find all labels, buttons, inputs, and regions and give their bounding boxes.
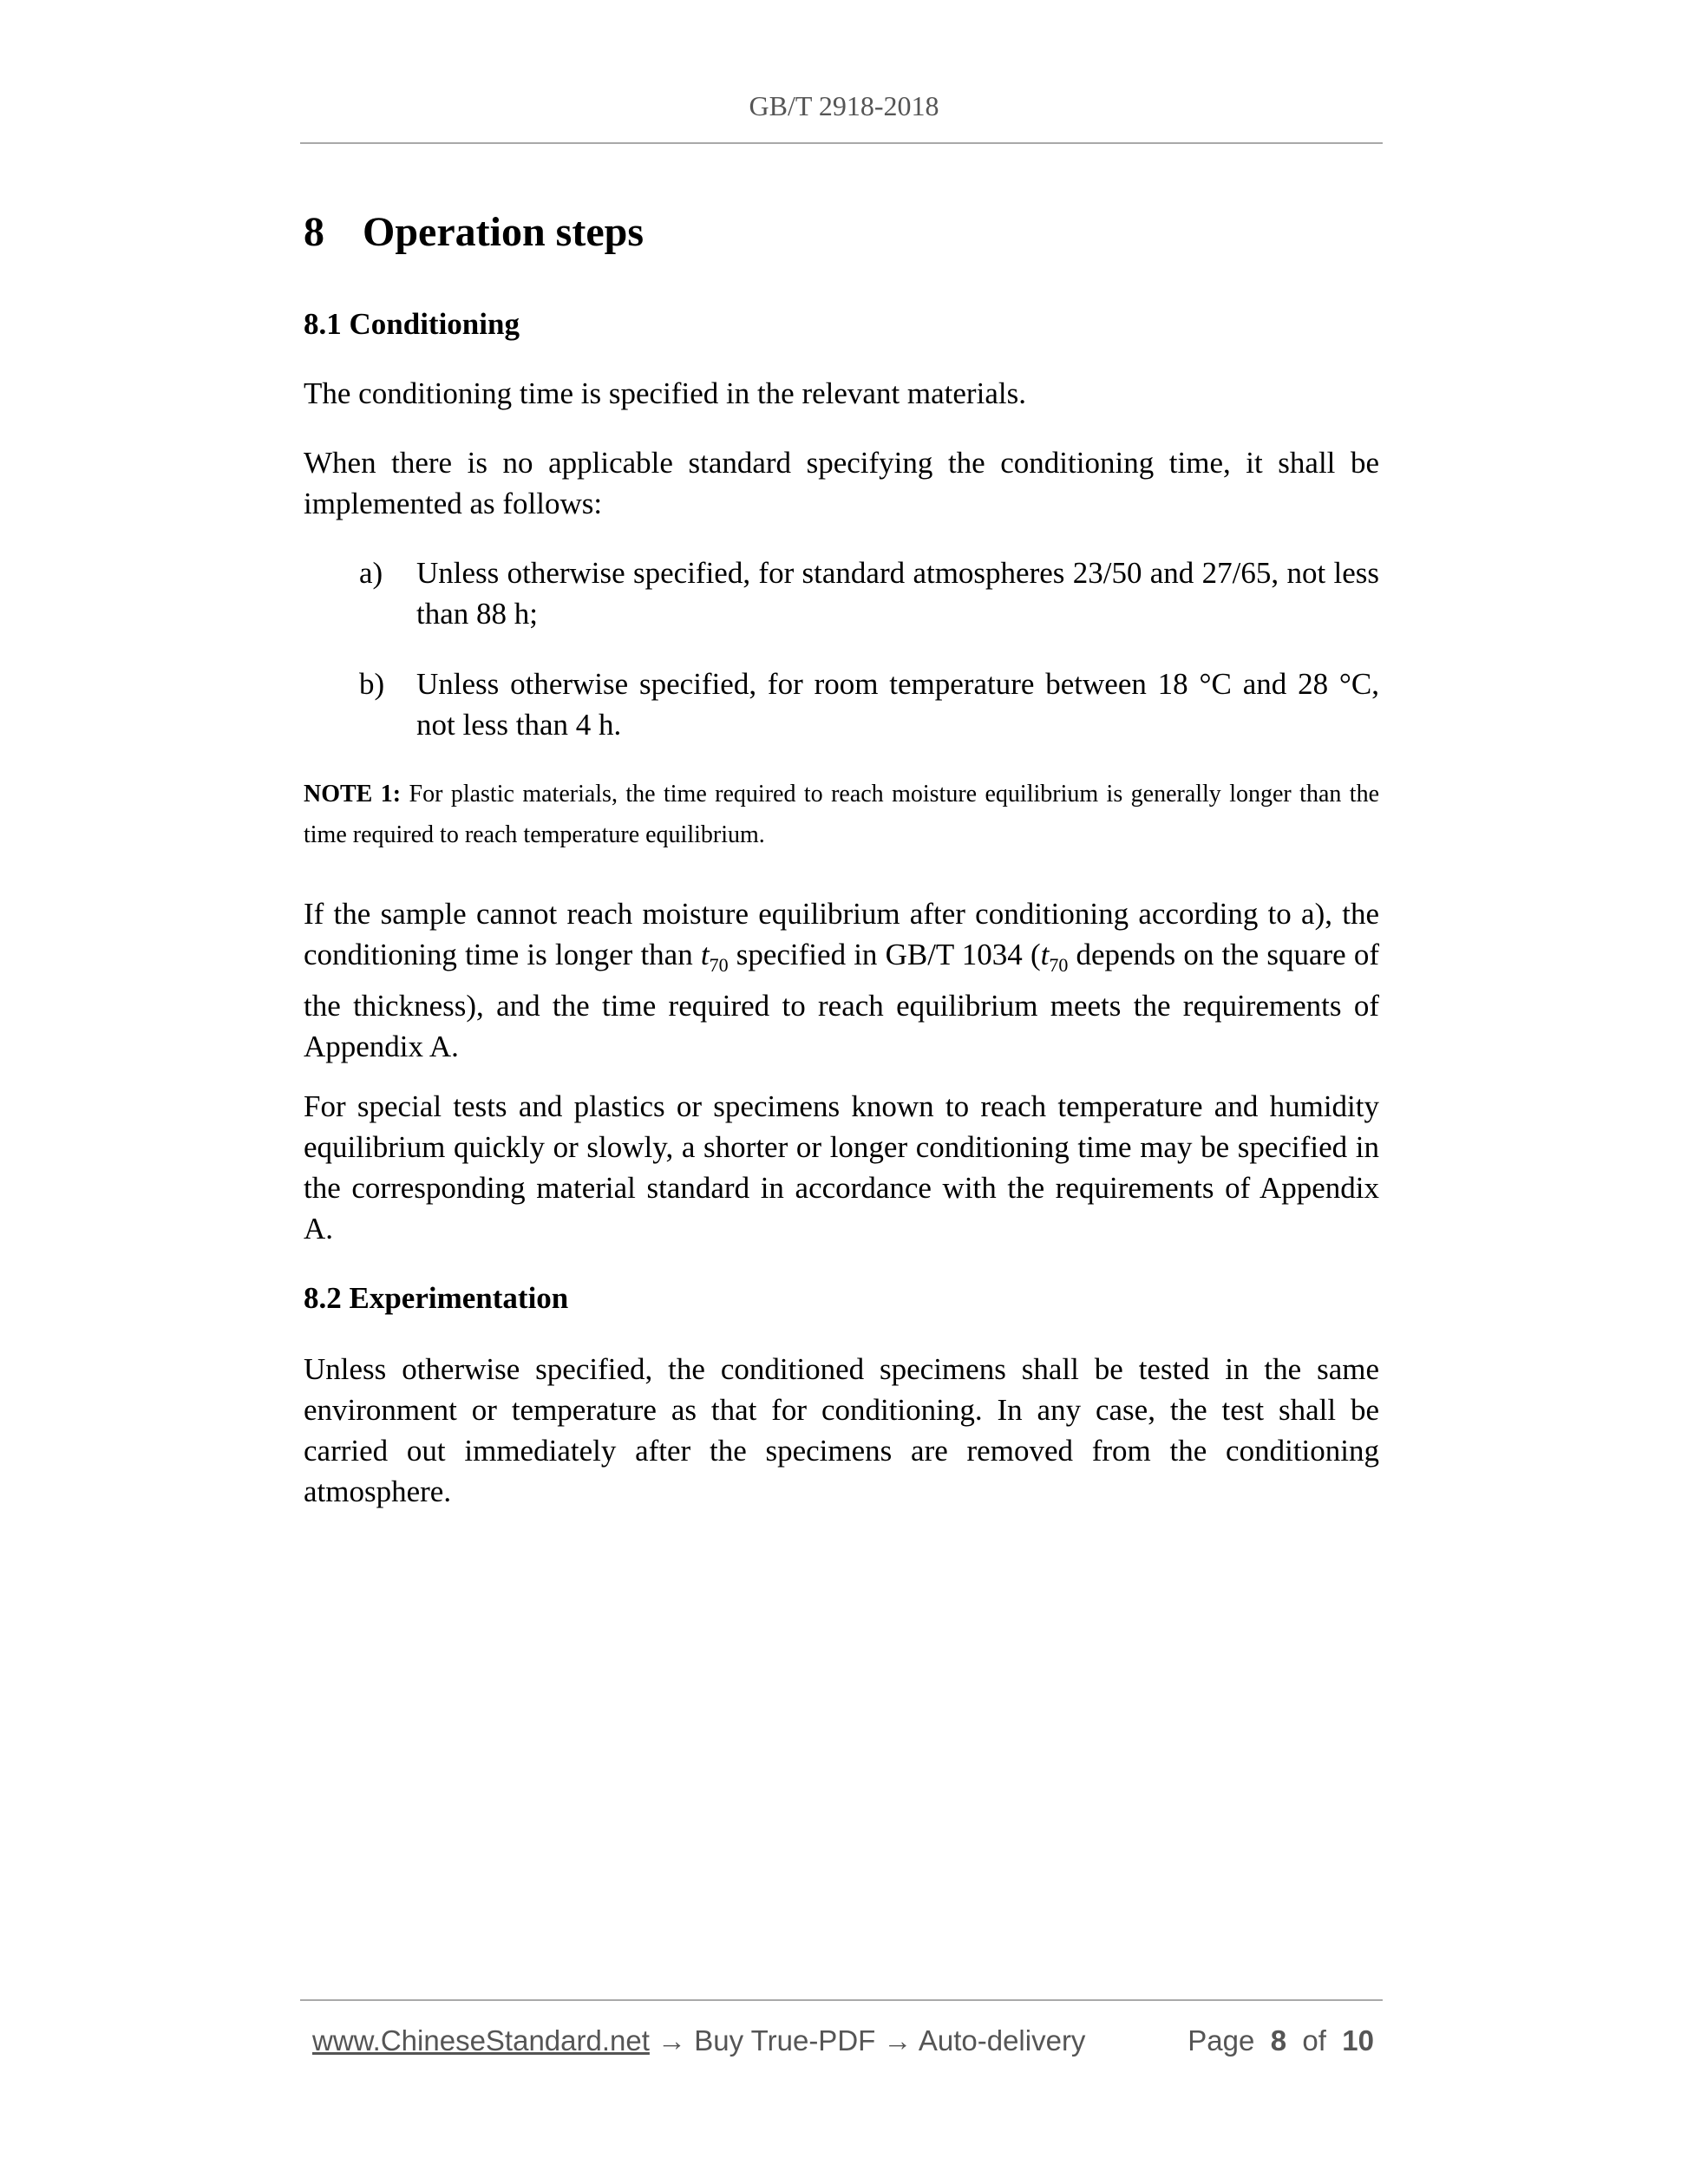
section-heading	[304, 208, 1379, 257]
paragraph: If the sample cannot reach moisture equilibrium after conditioning according to a), the conditioning time is longer than $t_{70}$ specified in GB/T 1034 ($t_{70}$ depends on the square of the thickness), and the time required to reach equilibrium meets the requirements of Appendix A.	[304, 897, 1379, 1063]
total-pages: 10	[1342, 2024, 1374, 2056]
paragraph: When there is no applicable standard specifying the conditioning time, it shall be implemented as follows:	[304, 446, 1379, 520]
list-item-a	[359, 553, 1379, 634]
subsection-heading-8-2: 8.2 Experimentation	[304, 1281, 569, 1315]
note-text: For plastic materials, the time required to reach moisture equilibrium is generally longer than the time required to reach temperature equilibrium.	[304, 781, 1379, 848]
subsection-heading-8-1: 8.1 Conditioning	[304, 307, 520, 341]
note-label: NOTE 1:	[304, 781, 402, 808]
footer	[312, 2024, 1374, 2063]
section-number: 8	[304, 209, 324, 255]
list-item-b	[359, 664, 1379, 745]
section-title: Operation steps	[363, 209, 644, 255]
paragraph: For special tests and plastics or specimens known to reach temperature and humidity equilibrium quickly or slowly, a shorter or longer conditioning time may be specified in the corresponding material standard in accordance with the requirements of Appendix A.	[304, 1089, 1379, 1246]
paragraph: Unless otherwise specified, the conditioned specimens shall be tested in the same environment or temperature as that for conditioning. In any case, the test shall be carried out immediately after the specimens are removed from the conditioning atmosphere.	[304, 1352, 1379, 1508]
note	[304, 774, 1379, 855]
buy-text: Buy True-PDF	[694, 2024, 876, 2056]
delivery-text: Auto-delivery	[918, 2024, 1086, 2056]
page-indicator: Page 8 of 10	[1187, 2024, 1374, 2056]
footer-divider	[300, 1999, 1383, 2001]
site-link[interactable]: www.ChineseStandard.net	[312, 2024, 650, 2056]
arrow-icon: →	[883, 2024, 913, 2056]
current-page: 8	[1270, 2024, 1287, 2056]
list-marker: a)	[359, 556, 383, 590]
list-item-text: Unless otherwise specified, for room temperature between 18 °C and 28 °C, not less than 4 h.	[416, 667, 1379, 742]
list-item-text: Unless otherwise specified, for standard atmospheres 23/50 and 27/65, not less than 88 h;	[416, 556, 1379, 631]
arrow-icon: →	[658, 2024, 687, 2056]
document-id-header: GB/T 2918-2018	[749, 90, 939, 121]
header-divider	[300, 142, 1383, 144]
paragraph: The conditioning time is specified in the relevant materials.	[304, 376, 1026, 410]
list-marker: b)	[359, 667, 385, 701]
